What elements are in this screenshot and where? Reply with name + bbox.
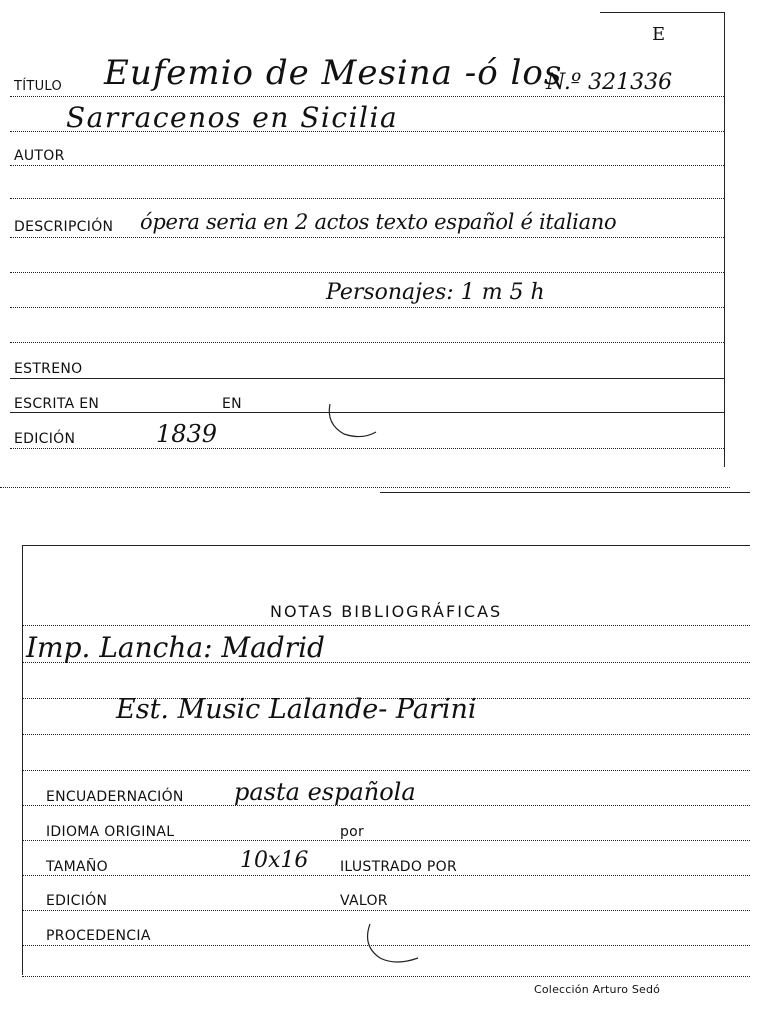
ruled-line (22, 910, 750, 911)
handwritten-title-line1: Eufemio de Mesina -ó los (104, 53, 563, 93)
handwritten-notes-line2: Est. Music Lalande- Parini (116, 694, 477, 725)
ruled-line (22, 625, 750, 626)
ruled-line (10, 96, 724, 97)
handwritten-notes-line1: Imp. Lancha: Madrid (26, 631, 325, 664)
edition-label: EDICIÓN (14, 431, 76, 447)
ruled-line (10, 342, 724, 343)
original-language-label: IDIOMA ORIGINAL (46, 824, 175, 840)
value-label: VALOR (340, 893, 388, 909)
size-label: TAMAÑO (46, 859, 108, 875)
provenance-label: PROCEDENCIA (46, 928, 151, 944)
ruled-line (10, 448, 724, 449)
ruled-line (10, 165, 724, 166)
ruled-line (10, 378, 724, 379)
ruled-line (22, 976, 750, 977)
ruled-line (0, 487, 730, 488)
handwritten-description-line2: Personajes: 1 m 5 h (326, 280, 545, 305)
ruled-line (10, 198, 724, 199)
ruled-line (10, 237, 724, 238)
handwritten-catalog-number: N.º 321336 (546, 70, 673, 95)
written-in-label: ESCRITA EN (14, 396, 100, 412)
handwritten-description-line1: ópera seria en 2 actos texto español é italiano (140, 210, 617, 234)
top-card-top-border (600, 12, 724, 13)
edition-label: EDICIÓN (46, 893, 108, 909)
title-label: TÍTULO (14, 79, 63, 94)
description-label: DESCRIPCIÓN (14, 219, 114, 235)
ruled-line (10, 272, 724, 273)
punch-hole-mark (322, 394, 386, 446)
punch-hole-mark (360, 918, 424, 970)
illustrated-by-label: ILUSTRADO POR (340, 859, 457, 875)
handwritten-edition-year: 1839 (156, 420, 218, 448)
handwritten-binding: pasta española (234, 778, 416, 806)
binding-label: ENCUADERNACIÓN (46, 789, 184, 805)
handwritten-title-line2: Sarracenos en Sicilia (66, 101, 399, 134)
handwritten-size: 10x16 (240, 848, 309, 873)
ruled-line (10, 307, 724, 308)
written-en-label: EN (222, 396, 242, 412)
ruled-line (22, 770, 750, 771)
ruled-line (22, 734, 750, 735)
top-card-right-border (724, 12, 725, 467)
original-language-by-label: por (340, 824, 365, 840)
corner-mark: E (652, 24, 666, 45)
bottom-card-top-border (22, 545, 750, 546)
card-separator (380, 492, 750, 493)
bottom-card (0, 500, 759, 1028)
author-label: AUTOR (14, 148, 65, 164)
top-card (0, 0, 759, 500)
ruled-line (22, 875, 750, 876)
ruled-line (22, 840, 750, 841)
collection-footer: Colección Arturo Sedó (534, 983, 661, 996)
premiere-label: ESTRENO (14, 361, 83, 377)
notes-heading: NOTAS BIBLIOGRÁFICAS (270, 602, 503, 621)
